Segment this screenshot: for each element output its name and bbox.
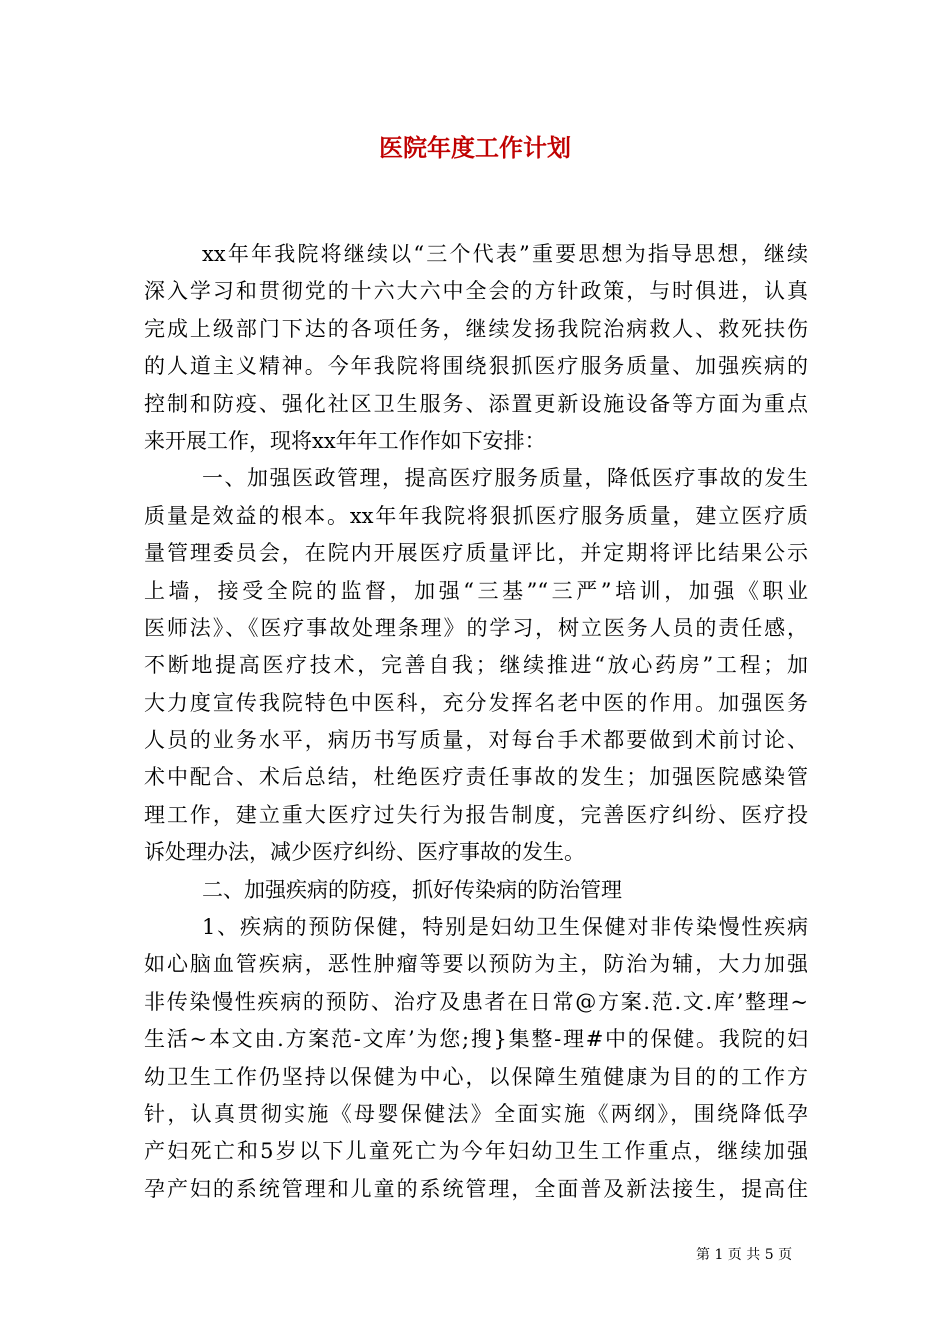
- text-line: 1、疾病的预防保健，特别是妇幼卫生保健对非传染慢性疾病: [202, 915, 808, 940]
- text-line: 理工作，建立重大医疗过失行为报告制度，完善医疗纠纷、医疗投: [144, 802, 808, 827]
- text-line: 如心脑血管疾病，恶性肿瘤等要以预防为主，防治为辅，大力加强: [144, 952, 808, 977]
- text-line: 幼卫生工作仍坚持以保健为中心，以保障生殖健康为目的的工作方: [144, 1064, 808, 1089]
- text-line: 孕产妇的系统管理和儿童的系统管理，全面普及新法接生，提高住: [144, 1176, 808, 1201]
- text-line: 生活~本文由.方案范-文库’为您;搜}集整-理#中的保健。我院的妇: [144, 1027, 808, 1052]
- text-line: 上墙，接受全院的监督，加强“三基”“三严”培训，加强《职业: [144, 578, 808, 603]
- text-line: 非传染慢性疾病的预防、治疗及患者在日常@方案.范.文.库’整理~: [144, 989, 808, 1014]
- text-line: 控制和防疫、强化社区卫生服务、添置更新设施设备等方面为重点: [144, 391, 808, 416]
- text-line: 质量是效益的根本。xx年年我院将狠抓医疗服务质量，建立医疗质: [144, 503, 808, 528]
- text-line: 人员的业务水平，病历书写质量，对每台手术都要做到术前讨论、: [144, 728, 808, 753]
- text-line: 深入学习和贯彻党的十六大六中全会的方针政策，与时俱进，认真: [144, 279, 808, 304]
- text-line: 来开展工作，现将xx年年工作作如下安排：: [144, 428, 546, 453]
- text-line: 量管理委员会，在院内开展医疗质量评比，并定期将评比结果公示: [144, 541, 808, 566]
- document-body: [144, 236, 808, 1208]
- text-line: 的人道主义精神。今年我院将围绕狠抓医疗服务质量、加强疾病的: [144, 354, 808, 379]
- text-line: 完成上级部门下达的各项任务，继续发扬我院治病救人、救死扶伤: [144, 316, 808, 341]
- text-line: 一、加强医政管理，提高医疗服务质量，降低医疗事故的发生: [202, 466, 808, 491]
- page-number: 第 1 页 共 5 页: [696, 1247, 793, 1263]
- text-line: 术中配合、术后总结，杜绝医疗责任事故的发生；加强医院感染管: [144, 765, 808, 790]
- document-title: 医院年度工作计划: [379, 133, 571, 162]
- text-line: 不断地提高医疗技术，完善自我；继续推进“放心药房”工程；加: [144, 653, 808, 678]
- text-line: 二、加强疾病的防疫，抓好传染病的防治管理: [202, 877, 622, 902]
- text-line: 医师法》、《医疗事故处理条理》的学习，树立医务人员的责任感，: [144, 615, 808, 640]
- text-line: 产妇死亡和5岁以下儿童死亡为今年妇幼卫生工作重点，继续加强: [144, 1139, 808, 1164]
- text-line: 针，认真贯彻实施《母婴保健法》全面实施《两纲》，围绕降低孕: [144, 1101, 808, 1126]
- text-line: 诉处理办法，减少医疗纠纷、医疗事故的发生。: [144, 840, 585, 865]
- text-line: 大力度宣传我院特色中医科，充分发挥名老中医的作用。加强医务: [144, 690, 808, 715]
- text-line: xx年年我院将继续以“三个代表”重要思想为指导思想，继续: [202, 242, 808, 266]
